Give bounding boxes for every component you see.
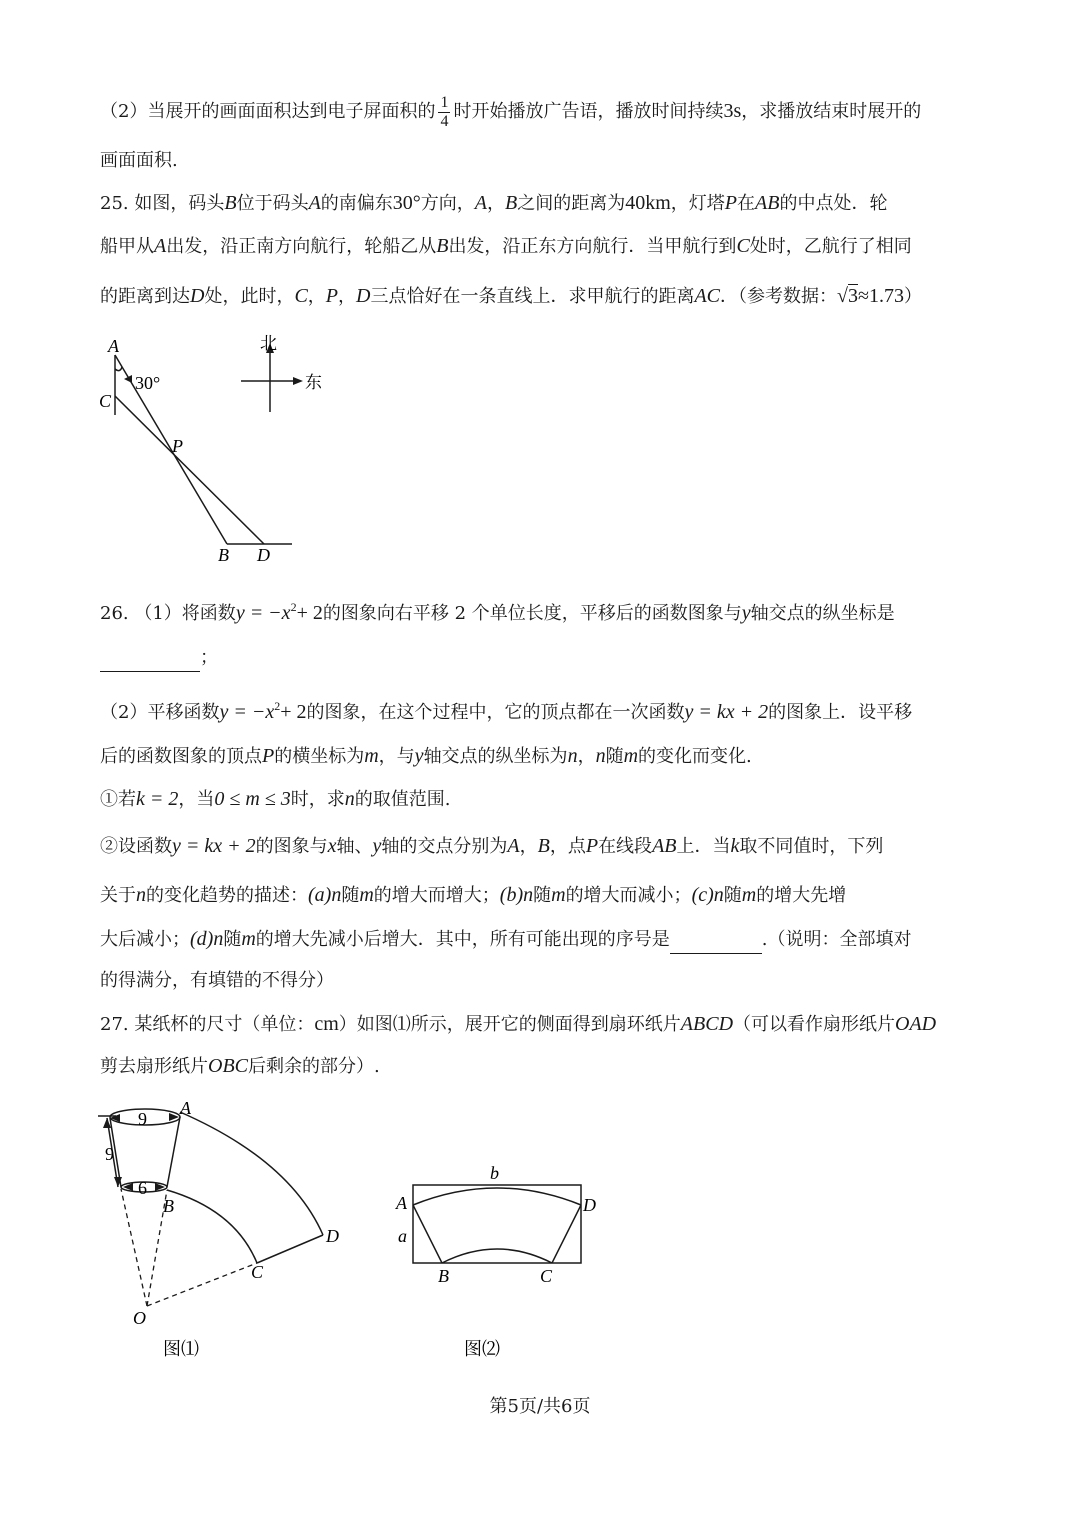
segment-cd — [115, 396, 264, 544]
label-b-width: b — [490, 1163, 499, 1183]
q26-line8: 大后减小；(d)n随m的增大先减小后增大．其中，所有可能出现的序号是 .（说明：全部填对 — [100, 926, 985, 954]
text: （2）当展开的画面面积达到电子屏面积的 — [100, 101, 436, 122]
label-east: 东 — [305, 373, 322, 392]
label-d: D — [326, 1226, 339, 1246]
label-a: A — [180, 1098, 191, 1118]
caption-fig1: 图⑴ — [163, 1339, 199, 1359]
q25-line3: 的距离到达D处，此时，C，P，D三点恰好在一条直线上．求甲航行的距离AC．（参考数据：√3≈1.73） — [100, 285, 922, 307]
label-c: C — [99, 391, 112, 411]
label-d: D — [583, 1195, 596, 1215]
label-a: A — [108, 336, 119, 356]
label-a: A — [396, 1193, 407, 1213]
q27-line1: 27. 某纸杯的尺寸（单位：cm）如图⑴所示，展开它的侧面得到扇环纸片ABCD（可以看作扇形纸片OAD — [100, 1013, 937, 1035]
q26-line3: （2）平移函数$y = -x^2+ 2$的图象，在这个过程中，它的顶点都在一次函数y = kx + 2的图象上．设平移 — [100, 699, 913, 723]
q26-line4: 后的函数图象的顶点P的横坐标为m，与y轴交点的纵坐标为n，n随m的变化而变化. — [100, 745, 752, 767]
q26-line6: ②设函数y = kx + 2的图象与x轴、y轴的交点分别为A，B，点P在线段AB上．当k取不同值时，下列 — [100, 835, 884, 857]
east-arrow-head — [293, 377, 303, 385]
q26-line1: 26. （1）将函数$y = -x^2+ 2$的图象向右平移 2 个单位长度，平移后的函数图象与y轴交点的纵坐标是 — [100, 600, 895, 624]
label-c: C — [251, 1262, 264, 1282]
label-c: C — [540, 1266, 553, 1286]
segment-dc — [552, 1205, 581, 1263]
dash-o-left — [121, 1189, 147, 1306]
q26-line5: ①若k = 2，当0 ≤ m ≤ 3时，求n的取值范围. — [100, 788, 451, 810]
q27-line2: 剪去扇形纸片OBC后剩余的部分）. — [100, 1055, 380, 1077]
label-b: B — [163, 1196, 174, 1216]
cup-right-side — [167, 1117, 180, 1187]
q24-part2-line1 — [100, 92, 985, 131]
angle-arc — [115, 367, 122, 371]
q26-line7: 关于n的变化趋势的描述：(a)n随m的增大而增大；(b)n随m的增大而减小；(c)n随m的增大先增 — [100, 884, 847, 906]
figure-q25 — [90, 325, 350, 575]
arc-ad — [180, 1112, 323, 1235]
sqrt-symbol: √ — [837, 285, 849, 307]
label-o: O — [133, 1308, 146, 1328]
label-height-9: 9 — [105, 1144, 114, 1164]
q25-line1: 25. 如图，码头B位于码头A的南偏东30°方向，A，B之间的距离为40km，灯塔P在AB的中点处．轮 — [100, 192, 888, 214]
answer-blank-1[interactable] — [100, 645, 200, 672]
q25-line2: 船甲从A出发，沿正南方向航行，轮船乙从B出发，沿正东方向航行．当甲航行到C处时，乙航行了相同 — [100, 235, 912, 257]
label-b: B — [438, 1266, 449, 1286]
figure-q27-2 — [390, 1155, 610, 1370]
label-bottom-6: 6 — [138, 1178, 147, 1198]
arc-bc — [167, 1190, 257, 1263]
dash-o-c — [147, 1263, 257, 1306]
label-top-9: 9 — [138, 1109, 147, 1129]
q24-part2-line2 — [100, 148, 985, 174]
q26-line2: ； — [100, 645, 985, 672]
segment-dc — [257, 1235, 323, 1263]
caption-fig2: 图⑵ — [464, 1339, 500, 1359]
label-d: D — [257, 545, 270, 565]
text: 画面面积. — [100, 150, 178, 171]
label-angle: 30° — [135, 373, 161, 393]
label-north: 北 — [260, 334, 277, 353]
label-p: P — [172, 436, 183, 456]
figure-q27-1 — [90, 1090, 360, 1370]
fraction-one-quarter: $\frac{1}{4}$ — [440, 93, 449, 130]
duration: 3s — [723, 100, 742, 122]
arc-bc — [442, 1249, 552, 1263]
segment-ab — [413, 1205, 442, 1263]
text: 时开始播放广告语，播放时间持续 — [453, 101, 724, 122]
segment-ab — [115, 355, 227, 544]
label-b: B — [218, 545, 229, 565]
q26-line9: 的得满分，有填错的不得分） — [100, 970, 334, 991]
label-a-height: a — [398, 1226, 407, 1246]
answer-blank-2[interactable] — [670, 927, 762, 954]
arc-ad — [413, 1188, 581, 1205]
page-footer: 第5页/共6页 — [489, 1396, 591, 1417]
text: ，求播放结束时展开的 — [741, 101, 922, 122]
